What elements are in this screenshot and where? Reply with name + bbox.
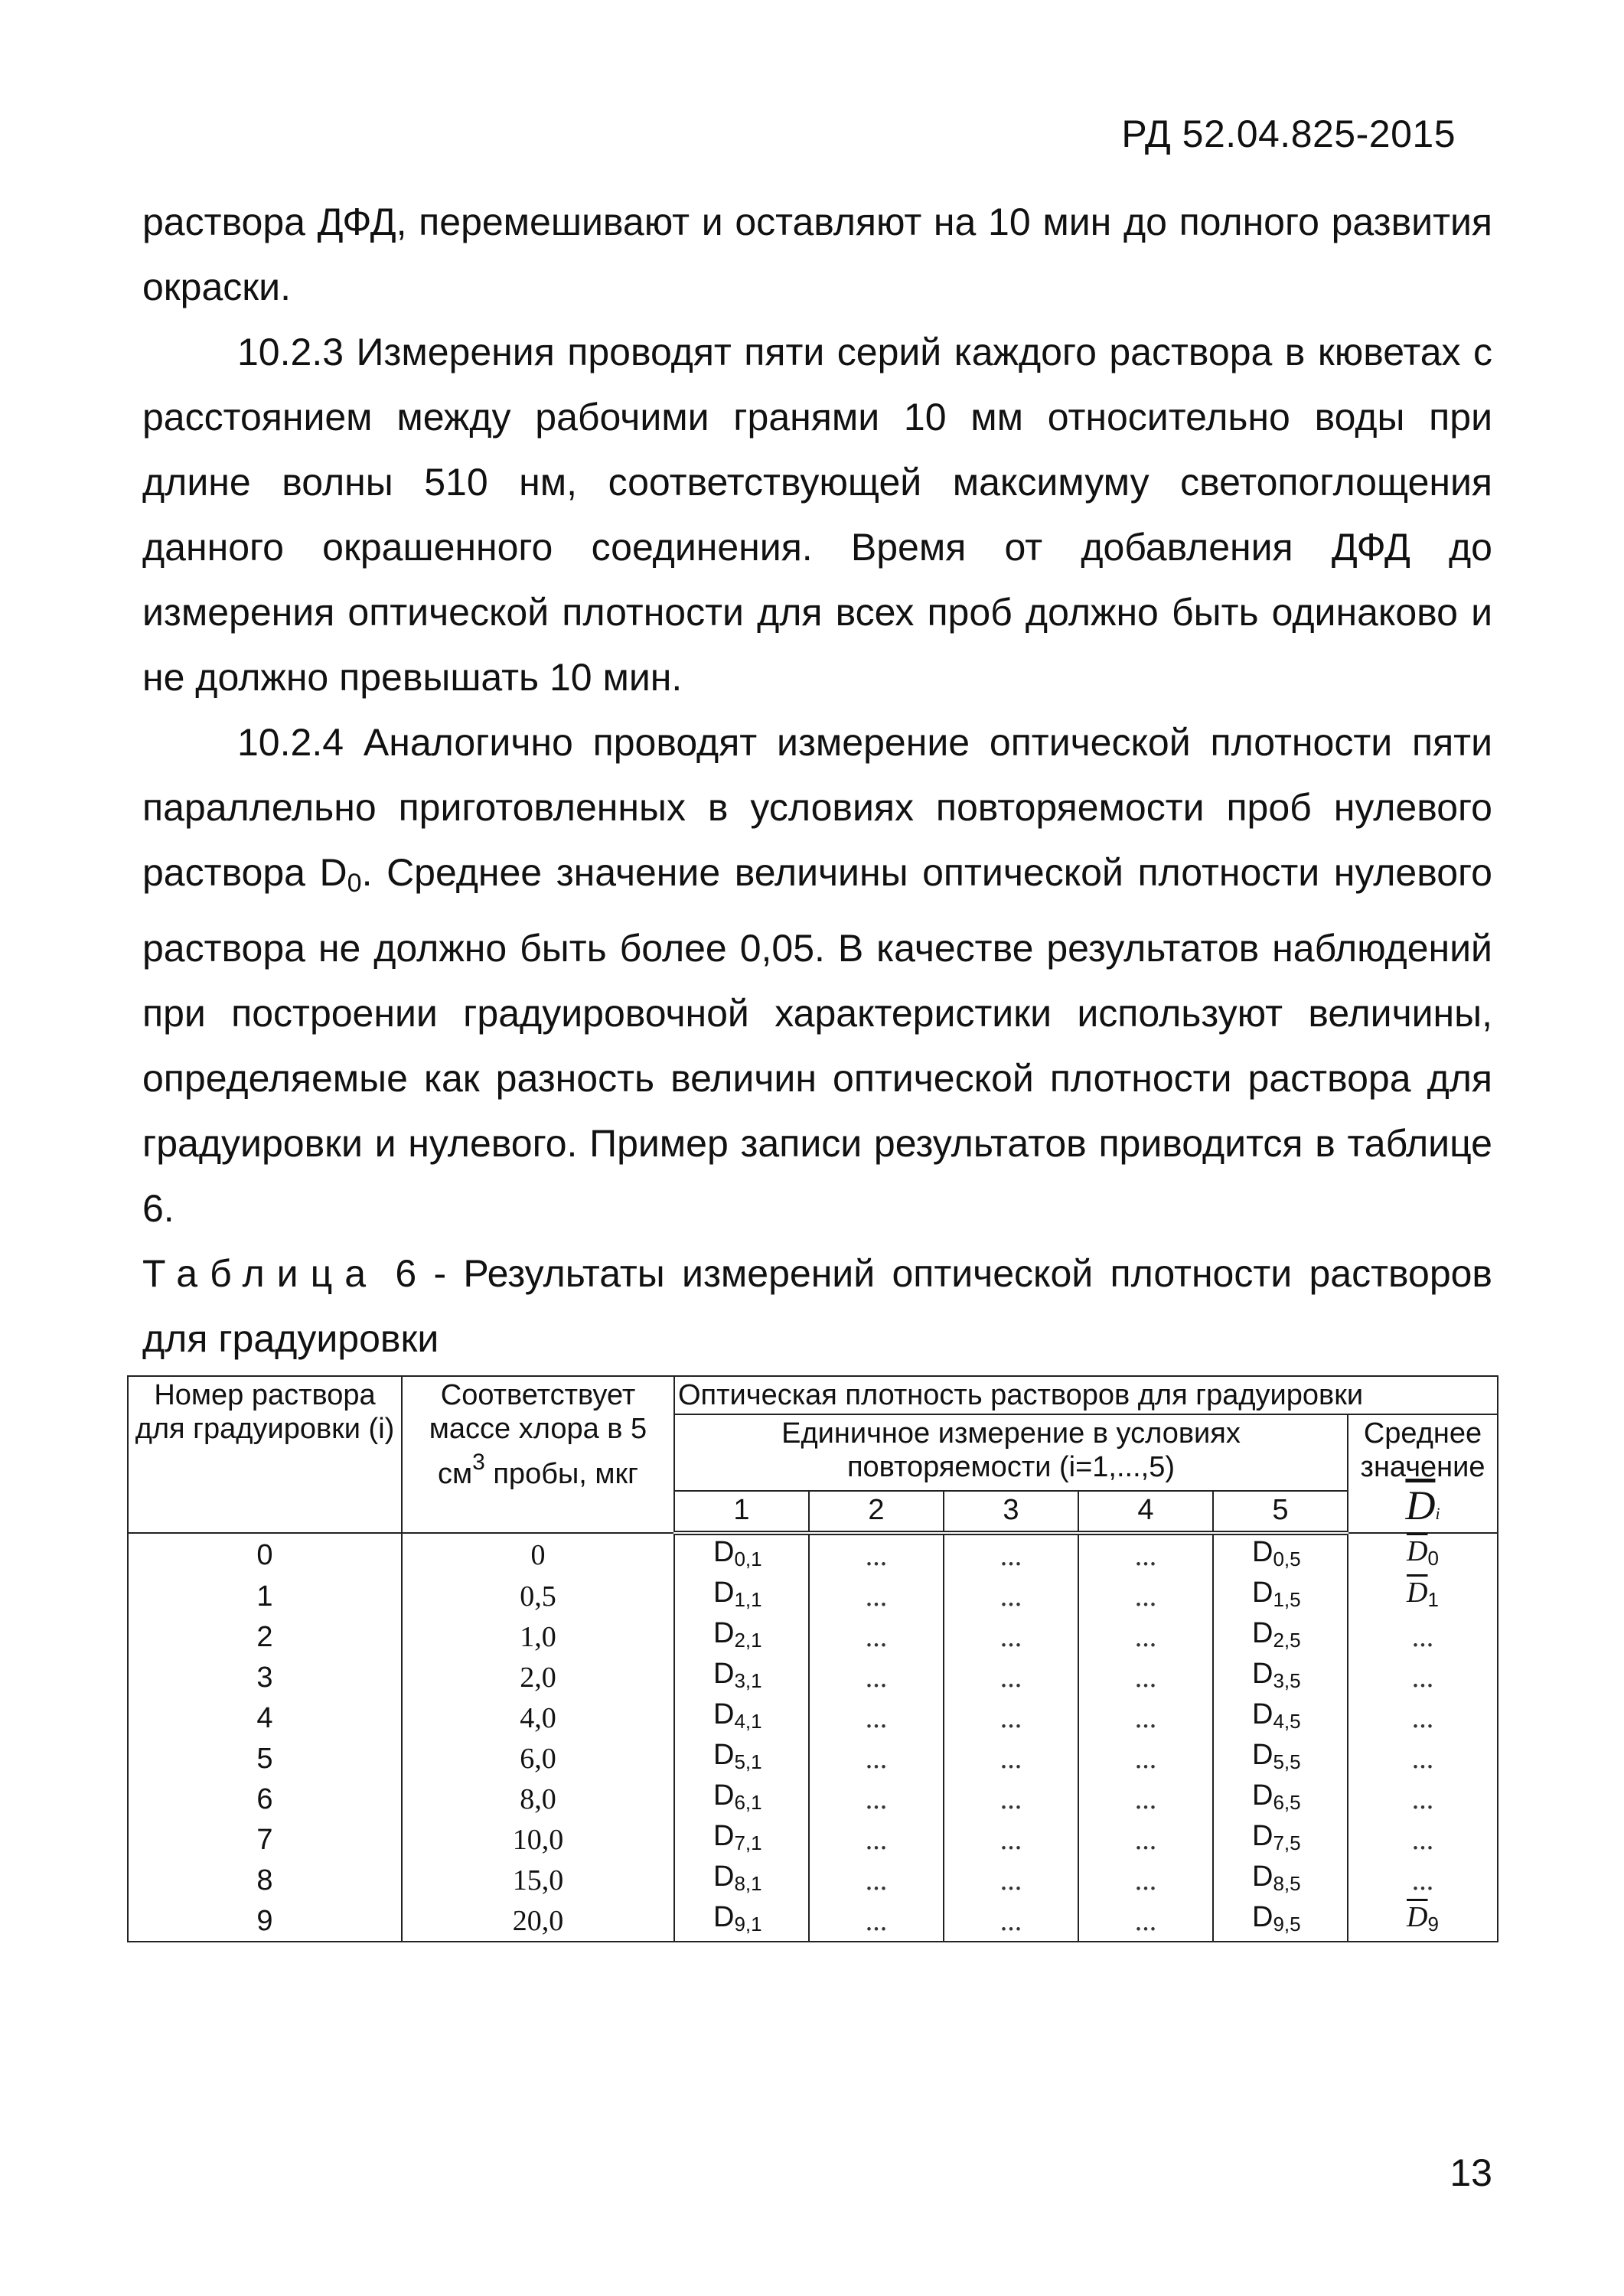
cell-measurement-4: ... bbox=[1078, 1576, 1213, 1616]
cell-solution-number: 3 bbox=[128, 1657, 402, 1698]
header-measurement-2: 2 bbox=[809, 1491, 944, 1533]
header-measurement-5: 5 bbox=[1213, 1491, 1348, 1533]
cell-solution-number: 0 bbox=[128, 1533, 402, 1576]
header-optical-density: Оптическая плотность растворов для градуировки bbox=[674, 1376, 1498, 1414]
cell-mean bbox=[1348, 1900, 1498, 1942]
cell-measurement-2: ... bbox=[809, 1900, 944, 1942]
results-table bbox=[127, 1375, 1498, 1942]
cell-measurement-2: ... bbox=[809, 1819, 944, 1860]
table-caption-text: 6 - Результаты измерений оптической плотности растворов для градуировки bbox=[142, 1252, 1492, 1360]
cell-measurement-4: ... bbox=[1078, 1657, 1213, 1698]
cell-measurement-3: ... bbox=[944, 1576, 1078, 1616]
cell-measurement-5 bbox=[1213, 1738, 1348, 1779]
cell-measurement-5 bbox=[1213, 1860, 1348, 1900]
cell-d1-sub: 3,1 bbox=[734, 1669, 762, 1692]
cell-measurement-1 bbox=[674, 1860, 809, 1900]
cell-d1-symbol: D bbox=[713, 1779, 735, 1812]
cell-mass: 6,0 bbox=[402, 1738, 674, 1779]
cell-solution-number: 6 bbox=[128, 1779, 402, 1819]
cell-measurement-5 bbox=[1213, 1698, 1348, 1738]
header-mean bbox=[1348, 1414, 1498, 1533]
cell-measurement-4: ... bbox=[1078, 1698, 1213, 1738]
cell-d5-sub: 6,5 bbox=[1273, 1791, 1301, 1814]
cell-d5-symbol: D bbox=[1252, 1739, 1273, 1771]
header-chlorine-mass bbox=[402, 1376, 674, 1533]
table-row bbox=[128, 1657, 1498, 1698]
zero-subscript: 0 bbox=[347, 869, 362, 898]
cell-d5-sub: 5,5 bbox=[1273, 1750, 1301, 1773]
cell-measurement-3: ... bbox=[944, 1616, 1078, 1657]
cell-d1-sub: 5,1 bbox=[734, 1750, 762, 1773]
cell-measurement-2: ... bbox=[809, 1576, 944, 1616]
cell-d1-symbol: D bbox=[713, 1698, 735, 1730]
cell-measurement-4: ... bbox=[1078, 1900, 1213, 1942]
cell-measurement-3: ... bbox=[944, 1860, 1078, 1900]
table-row bbox=[128, 1533, 1498, 1576]
cell-measurement-1 bbox=[674, 1616, 809, 1657]
paragraph-10-2-3: 10.2.3 Измерения проводят пяти серий каждого раствора в кюветах с расстоянием между рабочими гранями 10 мм относительно воды при длине волны 510 нм, соответствующей максимуму светопоглощения данного окрашенного соединения. Время от добавления ДФД до измерения оптической плотности для всех проб должно быть одинаково и не должно превышать 10 мин. bbox=[142, 331, 1492, 699]
cell-d5-symbol: D bbox=[1252, 1820, 1273, 1852]
paragraph-10-2-4 bbox=[142, 710, 1492, 1241]
cell-d1-sub: 9,1 bbox=[734, 1913, 762, 1936]
cell-d5-sub: 2,5 bbox=[1273, 1629, 1301, 1652]
cell-d5-symbol: D bbox=[1252, 1779, 1273, 1812]
paragraph-10-2-4-part-b: . Среднее значение величины оптической плотности нулевого раствора не должно быть более 0,05. В качестве результатов наблюдений при построении градуировочной характеристики используют величины, определяемые как разность величин оптической плотности раствора для градуировки и нулевого. Пример записи результатов приводится в таблице 6. bbox=[142, 851, 1492, 1230]
cell-d1-symbol: D bbox=[713, 1739, 735, 1771]
document-body bbox=[142, 190, 1492, 1371]
header-chlorine-mass-sup: 3 bbox=[472, 1450, 485, 1475]
header-measurement-3: 3 bbox=[944, 1491, 1078, 1533]
cell-mass: 10,0 bbox=[402, 1819, 674, 1860]
cell-d1-symbol: D bbox=[713, 1536, 735, 1568]
cell-measurement-3: ... bbox=[944, 1900, 1078, 1942]
cell-mean bbox=[1348, 1576, 1498, 1616]
paragraph-continuation: раствора ДФД, перемешивают и оставляют на 10 мин до полного развития окраски. bbox=[142, 201, 1492, 308]
cell-d5-sub: 0,5 bbox=[1273, 1548, 1301, 1570]
cell-measurement-3: ... bbox=[944, 1657, 1078, 1698]
cell-mean-sub: 0 bbox=[1427, 1547, 1439, 1570]
cell-mean-symbol: $\overline{D}$ bbox=[1407, 1535, 1428, 1567]
cell-d5-symbol: D bbox=[1252, 1536, 1273, 1568]
cell-measurement-1 bbox=[674, 1576, 809, 1616]
cell-d1-symbol: D bbox=[713, 1658, 735, 1690]
table-row bbox=[128, 1576, 1498, 1616]
cell-measurement-4: ... bbox=[1078, 1819, 1213, 1860]
table-row bbox=[128, 1900, 1498, 1942]
cell-mean: ... bbox=[1348, 1698, 1498, 1738]
cell-d1-sub: 4,1 bbox=[734, 1710, 762, 1733]
cell-d1-sub: 8,1 bbox=[734, 1872, 762, 1895]
cell-measurement-5 bbox=[1213, 1616, 1348, 1657]
cell-d5-symbol: D bbox=[1252, 1901, 1273, 1933]
table-row bbox=[128, 1616, 1498, 1657]
cell-measurement-5 bbox=[1213, 1900, 1348, 1942]
table-row bbox=[128, 1738, 1498, 1779]
table-row bbox=[128, 1698, 1498, 1738]
cell-measurement-4: ... bbox=[1078, 1779, 1213, 1819]
cell-measurement-2: ... bbox=[809, 1698, 944, 1738]
header-solution-number: Номер раствора для градуировки (i) bbox=[128, 1376, 402, 1533]
cell-d5-symbol: D bbox=[1252, 1617, 1273, 1649]
cell-mean-sub: 1 bbox=[1427, 1588, 1439, 1611]
cell-mean: ... bbox=[1348, 1860, 1498, 1900]
page-number: 13 bbox=[1450, 2151, 1492, 2194]
cell-d1-symbol: D bbox=[713, 1820, 735, 1852]
cell-measurement-4: ... bbox=[1078, 1616, 1213, 1657]
cell-measurement-5 bbox=[1213, 1819, 1348, 1860]
cell-mean: ... bbox=[1348, 1779, 1498, 1819]
cell-solution-number: 7 bbox=[128, 1819, 402, 1860]
header-chlorine-mass-b: пробы, мкг bbox=[484, 1458, 639, 1490]
cell-d1-symbol: D bbox=[713, 1901, 735, 1933]
cell-measurement-2: ... bbox=[809, 1657, 944, 1698]
cell-mass: 0 bbox=[402, 1533, 674, 1576]
cell-measurement-2: ... bbox=[809, 1738, 944, 1779]
header-chlorine-mass-a: Соответствует массе хлора в 5 см bbox=[429, 1379, 647, 1490]
document-code: РД 52.04.825-2015 bbox=[1121, 113, 1456, 155]
results-table-body bbox=[128, 1533, 1498, 1942]
cell-d1-sub: 2,1 bbox=[734, 1629, 762, 1652]
cell-measurement-2: ... bbox=[809, 1616, 944, 1657]
table-caption-label: Таблица bbox=[142, 1252, 379, 1295]
cell-measurement-2: ... bbox=[809, 1779, 944, 1819]
cell-measurement-1 bbox=[674, 1533, 809, 1576]
cell-d5-sub: 3,5 bbox=[1273, 1669, 1301, 1692]
table-caption bbox=[142, 1241, 1492, 1371]
cell-solution-number: 2 bbox=[128, 1616, 402, 1657]
cell-mass: 8,0 bbox=[402, 1779, 674, 1819]
cell-d5-sub: 7,5 bbox=[1273, 1831, 1301, 1854]
cell-measurement-1 bbox=[674, 1900, 809, 1942]
cell-d5-sub: 4,5 bbox=[1273, 1710, 1301, 1733]
mean-symbol-sub: i bbox=[1435, 1504, 1440, 1523]
cell-mean-symbol: $\overline{D}$ bbox=[1407, 1901, 1428, 1933]
cell-mass: 4,0 bbox=[402, 1698, 674, 1738]
cell-d1-symbol: D bbox=[713, 1577, 735, 1609]
table-row bbox=[128, 1779, 1498, 1819]
cell-solution-number: 4 bbox=[128, 1698, 402, 1738]
cell-solution-number: 1 bbox=[128, 1576, 402, 1616]
cell-measurement-1 bbox=[674, 1819, 809, 1860]
cell-solution-number: 8 bbox=[128, 1860, 402, 1900]
cell-measurement-4: ... bbox=[1078, 1533, 1213, 1576]
cell-measurement-3: ... bbox=[944, 1698, 1078, 1738]
cell-measurement-1 bbox=[674, 1698, 809, 1738]
cell-measurement-4: ... bbox=[1078, 1860, 1213, 1900]
cell-mass: 2,0 bbox=[402, 1657, 674, 1698]
cell-mass: 1,0 bbox=[402, 1616, 674, 1657]
cell-measurement-5 bbox=[1213, 1576, 1348, 1616]
cell-mean: ... bbox=[1348, 1616, 1498, 1657]
cell-d1-symbol: D bbox=[713, 1617, 735, 1649]
cell-d5-sub: 1,5 bbox=[1273, 1588, 1301, 1611]
paragraph-10-2-4-part-a: 10.2.4 Аналогично проводят измерение оптической плотности пяти параллельно приготовленных в условиях повторяемости проб нулевого раствора D bbox=[142, 721, 1492, 894]
cell-d5-symbol: D bbox=[1252, 1577, 1273, 1609]
cell-mean: ... bbox=[1348, 1738, 1498, 1779]
cell-measurement-3: ... bbox=[944, 1533, 1078, 1576]
cell-measurement-3: ... bbox=[944, 1819, 1078, 1860]
cell-measurement-3: ... bbox=[944, 1779, 1078, 1819]
cell-solution-number: 9 bbox=[128, 1900, 402, 1942]
cell-measurement-5 bbox=[1213, 1533, 1348, 1576]
cell-d1-sub: 6,1 bbox=[734, 1791, 762, 1814]
cell-mean: ... bbox=[1348, 1819, 1498, 1860]
header-measurement-1: 1 bbox=[674, 1491, 809, 1533]
cell-measurement-5 bbox=[1213, 1657, 1348, 1698]
cell-d5-symbol: D bbox=[1252, 1658, 1273, 1690]
cell-mass: 0,5 bbox=[402, 1576, 674, 1616]
cell-mean-symbol: $\overline{D}$ bbox=[1407, 1577, 1428, 1609]
table-row bbox=[128, 1860, 1498, 1900]
cell-d1-sub: 0,1 bbox=[734, 1548, 762, 1570]
cell-measurement-5 bbox=[1213, 1779, 1348, 1819]
cell-d1-symbol: D bbox=[713, 1861, 735, 1893]
cell-mean bbox=[1348, 1533, 1498, 1576]
cell-d5-sub: 8,5 bbox=[1273, 1872, 1301, 1895]
cell-d1-sub: 7,1 bbox=[734, 1831, 762, 1854]
mean-symbol-d: $\overline{D}$ bbox=[1405, 1482, 1436, 1528]
header-measurement-4: 4 bbox=[1078, 1491, 1213, 1533]
cell-measurement-2: ... bbox=[809, 1533, 944, 1576]
table-row bbox=[128, 1819, 1498, 1860]
cell-measurement-1 bbox=[674, 1738, 809, 1779]
cell-solution-number: 5 bbox=[128, 1738, 402, 1779]
cell-d5-symbol: D bbox=[1252, 1698, 1273, 1730]
header-mean-symbol bbox=[1352, 1482, 1494, 1531]
header-mean-text: Среднее значение bbox=[1360, 1417, 1485, 1483]
cell-mass: 15,0 bbox=[402, 1860, 674, 1900]
header-single-measurement: Единичное измерение в условиях повторяемости (i=1,...,5) bbox=[674, 1414, 1348, 1491]
cell-mean-sub: 9 bbox=[1427, 1913, 1439, 1936]
cell-d1-sub: 1,1 bbox=[734, 1588, 762, 1611]
cell-d5-sub: 9,5 bbox=[1273, 1913, 1301, 1936]
cell-mean: ... bbox=[1348, 1657, 1498, 1698]
cell-measurement-2: ... bbox=[809, 1860, 944, 1900]
cell-measurement-3: ... bbox=[944, 1738, 1078, 1779]
cell-mass: 20,0 bbox=[402, 1900, 674, 1942]
cell-measurement-4: ... bbox=[1078, 1738, 1213, 1779]
cell-d5-symbol: D bbox=[1252, 1861, 1273, 1893]
cell-measurement-1 bbox=[674, 1779, 809, 1819]
cell-measurement-1 bbox=[674, 1657, 809, 1698]
